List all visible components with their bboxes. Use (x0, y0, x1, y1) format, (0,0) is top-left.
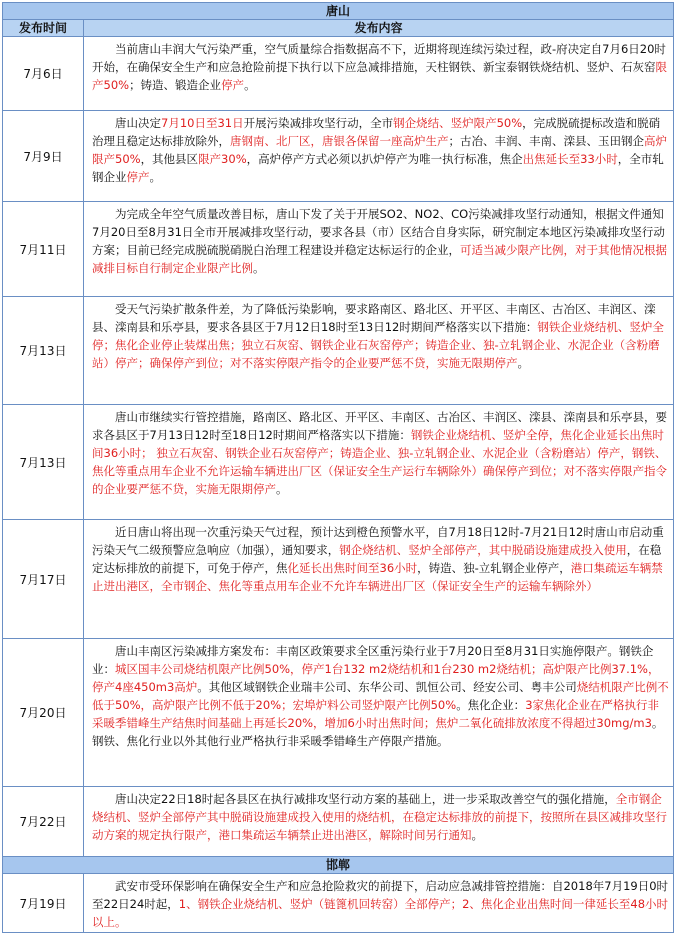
highlighted-text: 钢铁企业烧结机、竖炉全停；焦化企业停止装煤出焦；独立石灰窑、钢铁企业石灰窑停产；铸造企业、独-立轧钢企业、水泥企业（含粉磨站）停产；确保停产到位；对不落实停限产指令的企业要严惩不贷，实施无限期停产 (92, 320, 664, 370)
row-date: 7月13日 (3, 405, 84, 519)
body-text: 受天气污染扩散条件差，为了降低污染影响，要求路南区、路北区、开平区、丰南区、古冶区、丰润区、滦县、滦南县和乐亭县，要求各县区于7月12日18时至13日12时期间严格落实以下措施： (92, 302, 656, 334)
highlighted-text: 烧结机限产比例不低于50%，高炉限产比例不低于20%；宏埠炉料公司竖炉限产比例50% (92, 680, 669, 712)
highlighted-text: 1、钢铁企业烧结机、竖炉（链篦机回转窑）全部停产；2、焦化企业出焦时间一律延长至48小时以上。 (92, 897, 669, 929)
highlighted-text: 限产30% (198, 152, 247, 166)
highlighted-text: 港口集疏运车辆禁止进出港区，全市钢企、焦化等重点用车企业不允许车辆进出厂区（保证安全生产的运输车辆除外） (92, 561, 663, 593)
row-date: 7月17日 (3, 520, 84, 638)
body-text: 开展污染减排攻坚行动，全市 (243, 116, 394, 130)
highlighted-text: 停产 (126, 170, 150, 184)
body-text: 近日唐山将出现一次重污染天气过程，预计达到橙色预警水平，自7月18日12时-7月21日12时唐山市启动重污染天气二级预警应急响应（加强），通知要求， (92, 525, 664, 557)
table-row (2, 201, 674, 296)
body-text: 。 (149, 170, 161, 184)
body-text: 。 (244, 78, 256, 92)
row-content (84, 111, 673, 201)
column-header-content: 发布内容 (354, 21, 403, 35)
row-date: 7月13日 (3, 297, 84, 404)
body-text: 。 (276, 482, 288, 496)
body-text: ，其他县区 (140, 152, 199, 166)
highlighted-text: 高炉限产50% (92, 134, 667, 166)
body-text: 为完成全年空气质量改善目标，唐山下发了关于开展SO2、NO2、CO污染减排攻坚行动通知，根据文件通知7月20日至8月31日全市开展减排攻坚行动，要求各县（市）区结合自身实际，研究制定本地区污染减排攻坚行动方案；目前已经完成脱硫脱硝脱白治理工程建设并稳定达标运行的企业， (92, 207, 665, 257)
row-content (84, 202, 673, 296)
row-content (84, 297, 673, 404)
body-text: ；铸造、锻造企业 (129, 78, 222, 92)
highlighted-text: 限产50% (92, 60, 667, 92)
row-content (84, 874, 673, 932)
region-header-handan: 邯郸 (2, 856, 674, 873)
body-text: 。 (253, 261, 265, 275)
region-header-tangshan: 唐山 (2, 2, 674, 19)
highlighted-text: 3家焦化企业在严格执行非采暖季错峰生产结焦时间基础上再延长20%，增加6小时出焦时间；焦炉二氧化硫排放浓度不得超过30mg/m3 (92, 698, 660, 730)
body-text: ；古冶、丰润、丰南、滦县、玉田钢企 (448, 134, 644, 148)
highlighted-text: 钢企烧结机、竖炉全部停产，其中脱硝设施建成投入使用 (339, 543, 627, 557)
row-date: 7月20日 (3, 639, 84, 786)
table-row (2, 36, 674, 110)
highlighted-text: 7月10日至31日 (161, 116, 244, 130)
highlighted-text: 可适当减少限产比例，对于其他情况根据减排目标自行制定企业限产比例 (92, 243, 667, 275)
highlighted-text: 停产 (221, 78, 245, 92)
policy-table (2, 2, 674, 933)
body-text: 唐山市继续实行管控措施，路南区、路北区、开平区、丰南区、古冶区、丰润区、滦县、滦南县和乐亭县，要求各县区于7月13日12时至18日12时期间严格落实以下措施： (92, 410, 667, 442)
body-text: 。钢铁、焦化行业以外其他行业严格执行非采暖季错峰生产停限产措施。 (92, 716, 664, 748)
row-date: 7月22日 (3, 787, 84, 856)
highlighted-text: 全市钢企烧结机、竖炉全部停产其中脱硝设施建成投入使用的烧结机，在稳定达标排放的前提下，按照所在县区减排攻坚行动方案的规定执行限产，港口集疏运车辆禁止进出港区，解除时间另行通知 (92, 792, 667, 842)
highlighted-text: 化延长出焦时间至36小时 (287, 561, 418, 575)
body-text: 当前唐山丰润大气污染严重，空气质量综合指数据高不下，近期将现连续污染过程，政-府决定自7月6日20时开始，在确保安全生产和应急抢险前提下执行以下应急减排措施，天柱钢铁、新宝泰钢铁烧结机、竖炉、石灰窑 (92, 42, 666, 74)
table-row (2, 873, 674, 933)
body-text: 唐山决定 (115, 116, 161, 130)
body-text: 。其他区域钢铁企业瑞丰公司、东华公司、凯恒公司、经安公司、粤丰公司 (197, 680, 577, 694)
row-date: 7月19日 (3, 874, 84, 932)
row-date: 7月6日 (3, 37, 84, 110)
body-text: 唐山丰南区污染减排方案发布：丰南区政策要求全区重污染行业于7月20日至8月31日实施停限产。钢铁企业： (92, 644, 654, 676)
body-text: 。 (471, 828, 483, 842)
body-text: ，完成脱硫提标改造和脱硝治理且稳定达标排放除外， (92, 116, 661, 148)
row-content (84, 520, 673, 638)
table-row (2, 519, 674, 638)
highlighted-text: 钢企烧结、竖炉限产50% (393, 116, 523, 130)
row-content (84, 787, 673, 856)
table-row (2, 638, 674, 786)
table-row (2, 404, 674, 519)
row-date: 7月9日 (3, 111, 84, 201)
highlighted-text: 钢铁企业烧结机、竖炉全停，焦化企业延长出焦时间36小时； 独立石灰窑、钢铁企业石灰窑停产；铸造企业、独-立轧钢企业、水泥企业（含粉磨站）停产，钢铁、焦化等重点用车企业不允许运输车辆进出厂区（保证安全生产运行车辆除外）确保停产到位；对不落实停限产指令的企业要严惩不贷，实施无限期停产 (92, 428, 667, 496)
body-text: 唐山决定22日18时起各县区在执行减排攻坚行动方案的基础上，进一步采取改善空气的强化措施， (115, 792, 616, 806)
body-text: ，在稳定达标排放的前提下，可免于停产，焦 (92, 543, 662, 575)
body-text: ，全市轧钢企业 (92, 152, 664, 184)
body-text: ，铸造、独-立轧钢企业停产， (417, 561, 571, 575)
highlighted-text: 唐钢南、北厂区，唐银各保留一座高炉生产 (230, 134, 449, 148)
body-text: ，高炉停产方式必须以扒炉停产为唯一执行标准，焦企 (246, 152, 523, 166)
highlighted-text: 出焦延长至33小时 (522, 152, 618, 166)
table-row (2, 296, 674, 404)
row-content (84, 37, 673, 110)
body-text: 。焦化企业： (456, 698, 526, 712)
table-row (2, 110, 674, 201)
column-header-date: 发布时间 (3, 20, 84, 36)
row-content (84, 639, 673, 786)
highlighted-text: 城区国丰公司烧结机限产比例50%，停产1台132 m2烧结机和1台230 m2烧结机；高炉限产比例37.1%，停产4座450m3高炉 (92, 662, 660, 694)
body-text: 。 (517, 356, 529, 370)
body-text: 武安市受环保影响在确保安全生产和应急抢险救灾的前提下，启动应急减排管控措施：自2018年7月19日0时至22日24时起， (92, 879, 669, 911)
row-date: 7月11日 (3, 202, 84, 296)
column-header-row (2, 19, 674, 36)
row-content (84, 405, 673, 519)
table-row (2, 786, 674, 856)
